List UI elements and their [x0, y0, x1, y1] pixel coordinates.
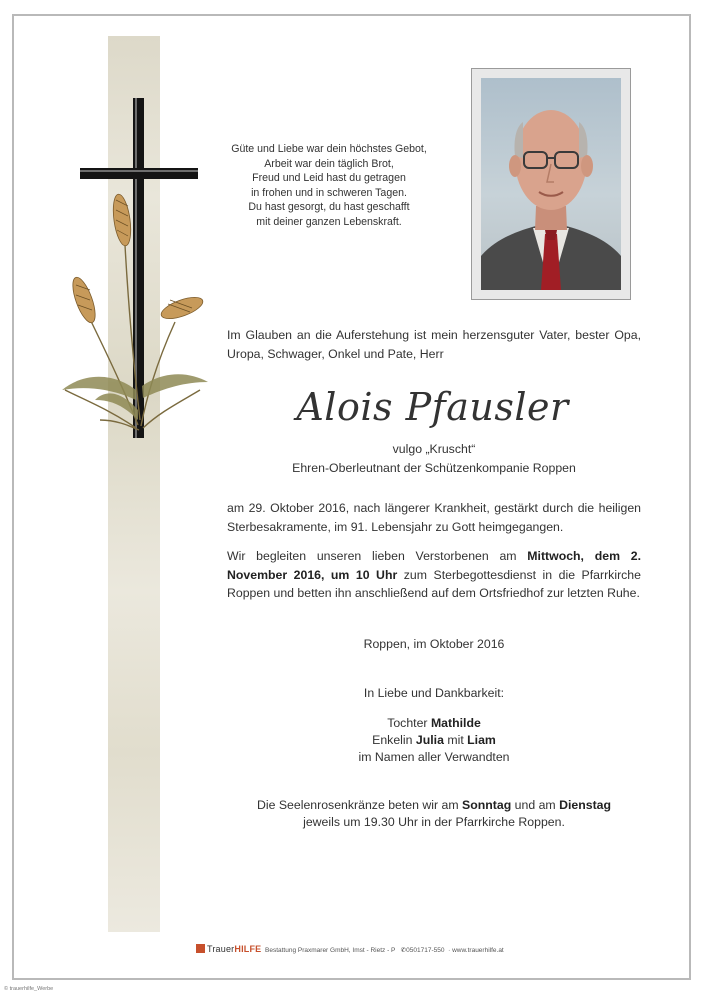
place-date: Roppen, im Oktober 2016: [363, 637, 505, 651]
rosary-line: [227, 796, 641, 814]
mourner-line: im Namen aller Verwandten: [358, 750, 510, 764]
footer-web[interactable]: www.trauerhilfe.at: [452, 947, 504, 954]
deceased-name: Alois Pfausler: [296, 385, 569, 429]
funeral-text: zum Sterbegottesdienst in die Pfarrkirche Roppen und betten ihn anschließend auf dem Ortsfriedhof zur letzten Ruhe.: [227, 567, 641, 600]
portrait-frame: [471, 68, 631, 300]
trauerhilfe-logo-icon: [196, 944, 205, 953]
portrait-photo: [481, 78, 621, 290]
copyright: © trauerhilfe_Werbe: [4, 986, 54, 992]
rosary-text: Die Seelenrosenkränze beten wir am: [256, 798, 463, 812]
mourner-text: mit: [443, 733, 468, 747]
funeral-text: Wir begleiten unseren lieben Verstorbenen am: [227, 549, 528, 563]
intro-text: Im Glauben an die Auferstehung ist mein herzensguter Vater, bester Opa, Uropa, Schwager, Onkel und Pate, Herr: [227, 328, 641, 361]
mourner-name: Mathilde: [430, 716, 481, 730]
nickname: vulgo „Kruscht“: [392, 442, 476, 456]
phone-icon: ✆: [400, 947, 407, 954]
footer-logo: TrauerHILFE: [207, 944, 262, 954]
mourner-line: [227, 731, 641, 749]
death-notice: am 29. Oktober 2016, nach längerer Krankheit, gestärkt durch die heiligen Sterbesakramente, im 91. Lebensjahr zu Gott heimgegangen.: [227, 501, 641, 534]
poem-line: mit deiner ganzen Lebenskraft.: [256, 215, 402, 228]
poem-line: Freud und Leid hast du getragen: [252, 172, 406, 185]
honorary-title: Ehren-Oberleutnant der Schützenkompanie Roppen: [292, 461, 576, 475]
mourner-text: Tochter: [387, 716, 431, 730]
poem-line: in frohen und in schweren Tagen.: [251, 186, 407, 199]
poem-line: Güte und Liebe war dein höchstes Gebot,: [231, 143, 427, 155]
mourner-line: [227, 714, 641, 732]
rosary-line: jeweils um 19.30 Uhr in der Pfarrkirche Roppen.: [303, 815, 565, 829]
rosary-day: Sonntag: [462, 798, 512, 812]
mourner-name: Liam: [467, 733, 496, 747]
mourner-name: Julia: [415, 733, 444, 747]
rosary-day: Dienstag: [559, 798, 612, 812]
poem: [214, 142, 444, 230]
mourner-text: Enkelin: [372, 733, 416, 747]
footer: TrauerHILFE Bestattung Praxmarer GmbH, Imst - Rietz - P ✆0501717-550 · www.trauerhilfe.at: [196, 944, 536, 958]
footer-company: Bestattung Praxmarer GmbH, Imst - Rietz - P: [265, 947, 396, 954]
portrait-man-icon: [481, 78, 621, 290]
funeral-notice: [227, 547, 641, 603]
poem-line: Arbeit war dein täglich Brot,: [264, 157, 394, 170]
cross-and-wheat-icon: [40, 90, 220, 510]
footer-phone: 0501717-550: [406, 947, 445, 954]
rosary-text: und am: [511, 798, 560, 812]
gratitude-line: In Liebe und Dankbarkeit:: [363, 686, 505, 700]
poem-line: Du hast gesorgt, du hast geschafft: [248, 201, 410, 214]
funeral-date: Mittwoch, dem 2. November 2016, um 10 Uhr: [227, 549, 641, 582]
